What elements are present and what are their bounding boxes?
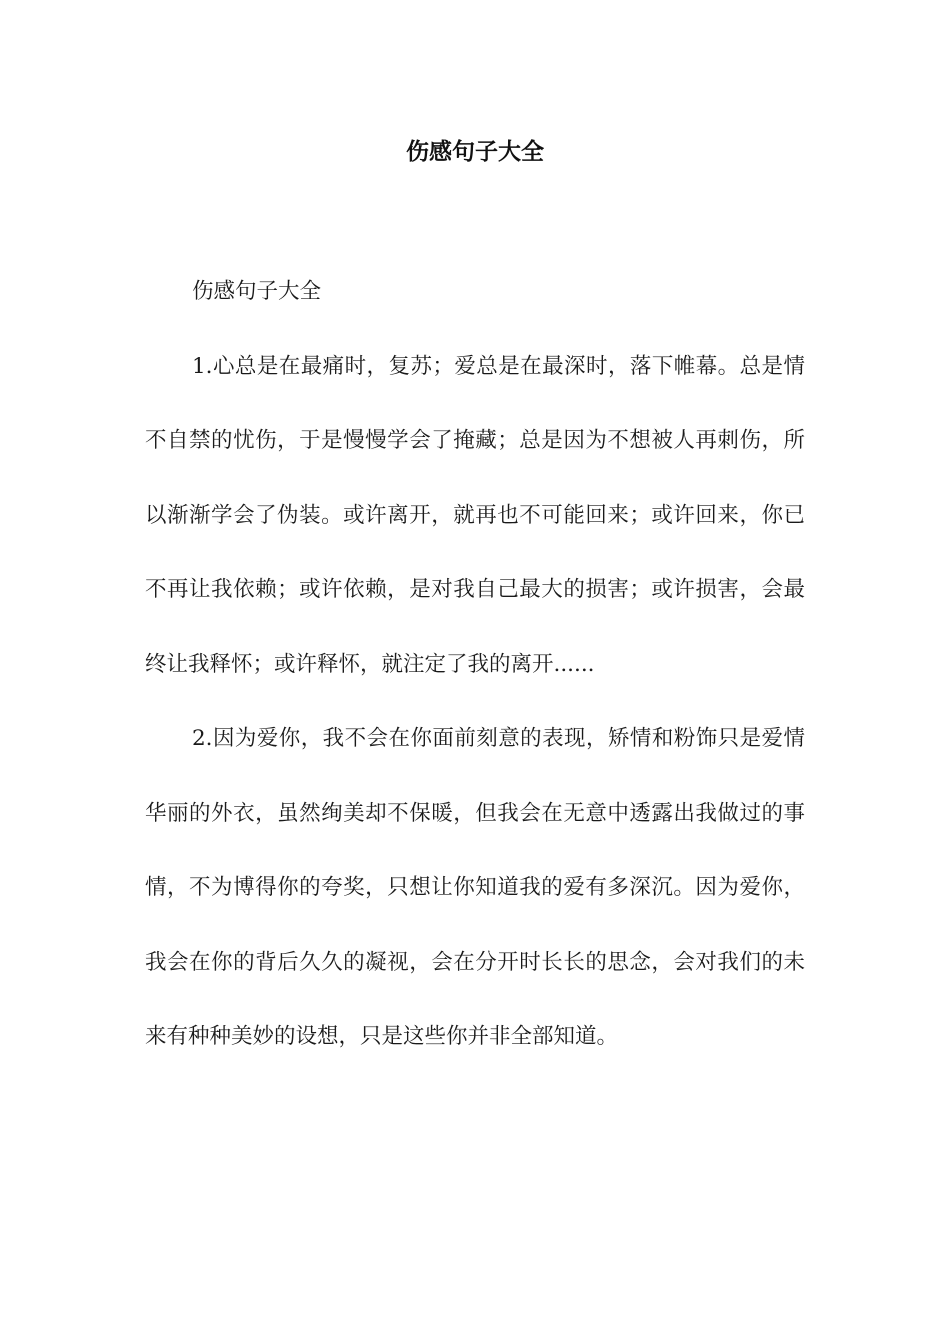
paragraph-item-2: 2.因为爱你，我不会在你面前刻意的表现，矫情和粉饰只是爱情华丽的外衣，虽然绚美却不保暖，但我会在无意中透露出我做过的事情，不为博得你的夸奖，只想让你知道我的爱有多深沉。因为爱你，我会在你的背后久久的凝视，会在分开时长长的思念，会对我们的未来有种种美妙的设想，只是这些你并非全部知道。 (145, 726, 805, 1049)
paragraph-item-1: 1.心总是在最痛时，复苏；爱总是在最深时，落下帷幕。总是情不自禁的忧伤，于是慢慢学会了掩藏；总是因为不想被人再刺伤，所以渐渐学会了伪装。或许离开，就再也不可能回来；或许回来，你已不再让我依赖；或许依赖，是对我自己最大的损害；或许损害，会最终让我释怀；或许释怀，就注定了我的离开...... (145, 353, 805, 677)
document-title: 伤感句子大全 (406, 138, 544, 165)
document-body (145, 255, 805, 1075)
paragraph-subtitle: 伤感句子大全 (192, 279, 322, 304)
